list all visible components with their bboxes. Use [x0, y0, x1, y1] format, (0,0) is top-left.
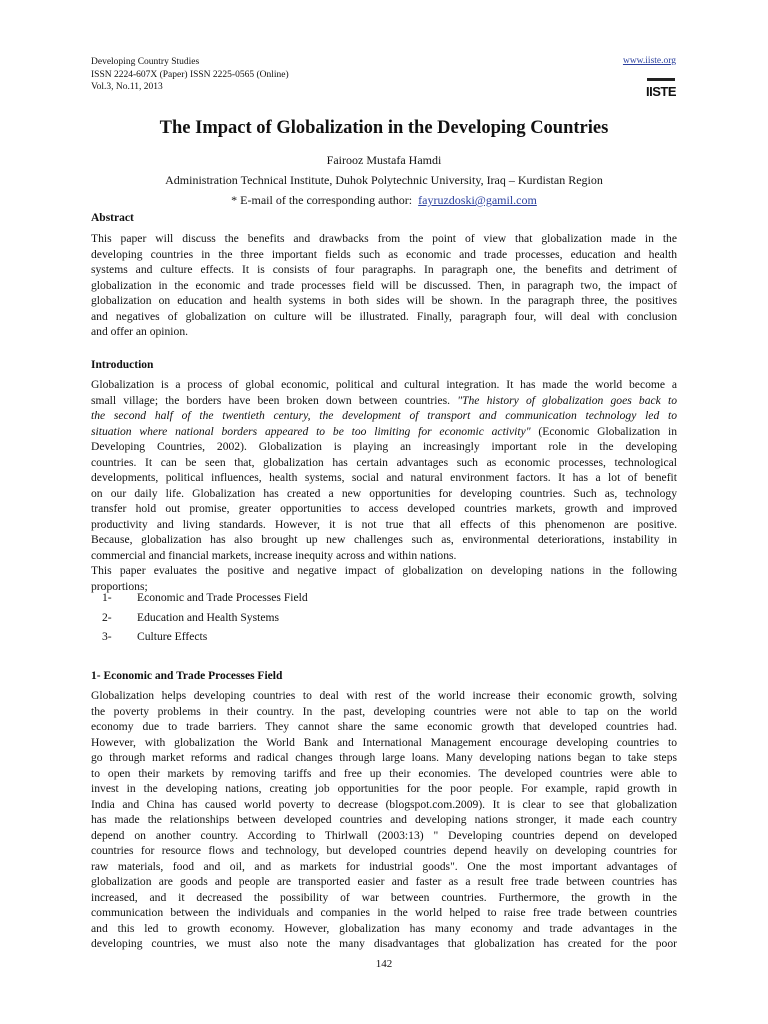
section1-line: raw materials, food and oil, and as markets for industrial goods". One the most important advantages of	[91, 859, 677, 873]
intro-line	[91, 393, 677, 409]
section1-line: countries for resource flows and technology, but developed countries depend heavily on developing countries for	[91, 844, 677, 857]
section1-line: developing countries, we must also note the many disadvantages that globalization has created for the poor	[91, 937, 677, 950]
section1-line: economy due to trade barriers. They cannot share the same economic growth that developed countries had.	[91, 720, 677, 733]
abstract-line: developing countries in the three important fields such as economic and trade processes, education and health	[91, 247, 677, 261]
section1-heading: 1- Economic and Trade Processes Field	[91, 670, 283, 682]
list-number: 3-	[102, 630, 112, 643]
intro-line	[91, 408, 677, 424]
intro-text: small village; the borders have been broken down between countries.	[91, 393, 458, 407]
list-number: 2-	[102, 610, 112, 624]
introduction-heading: Introduction	[91, 359, 154, 371]
intro-line: commercial and financial markets, increase inequity across and within nations.	[91, 548, 457, 562]
issn-line: ISSN 2224-607X (Paper) ISSN 2225-0565 (Online)	[91, 69, 289, 80]
section1-line: However, with globalization the World Bank and International Management encourage developing countries to	[91, 735, 677, 749]
section1-line: go through market reforms and radical changes through large loans. Many developing nations began to take steps	[91, 751, 677, 764]
list-text: Culture Effects	[137, 630, 208, 643]
intro-line: proportions;	[91, 579, 148, 593]
list-text: Education and Health Systems	[137, 610, 279, 624]
introduction-body	[91, 377, 677, 594]
journal-name: Developing Country Studies	[91, 57, 200, 67]
paper-title: The Impact of Globalization in the Developing Countries	[159, 118, 609, 138]
email-line	[0, 193, 768, 208]
svg-text:IISTE: IISTE	[646, 84, 676, 99]
list-item	[102, 588, 308, 608]
abstract-line: and negatives of globalization on culture will be illustrated. Finally, paragraph four, will deal with conclusion	[91, 309, 677, 323]
section1-line: the poverty problems in their country. In the past, developing countries were not able to tap on the world	[91, 704, 677, 718]
intro-line: transfer hold out promise, greater opportunities to access developed countries markets, growth and improved	[91, 502, 677, 515]
section1-line: increased, and it decreased the possibility of war between countries. Furthermore, the growth in the	[91, 890, 677, 904]
intro-line: Because, globalization has also brought up new challenges such as, environmental deteriorations, instability in	[91, 533, 677, 546]
intro-line: countries. It can be seen that, globalization has certain advantages such as economic processes, technological	[91, 455, 677, 469]
intro-line: Globalization is a process of global economic, political and cultural integration. It has made the world become a	[91, 378, 677, 391]
section1-body	[91, 688, 677, 952]
list-text: Economic and Trade Processes Field	[137, 591, 308, 604]
section1-line: globalization are goods and people are transported easier and faster as a result free trade between countries has	[91, 875, 677, 888]
section1-line: has made the relationships between developed countries and developing nations stronger, it made each country	[91, 813, 677, 826]
section1-line: Globalization helps developing countries to deal with rest of the world increase their economic growth, solving	[91, 689, 677, 702]
section1-line: to open their markets by removing tariffs and free up their economies. The developed countries were able to	[91, 766, 677, 780]
intro-quote: "The history of globalization goes back to	[457, 393, 677, 407]
email-label: * E-mail of the corresponding author:	[231, 193, 413, 207]
section1-line: depend on another country. According to Thirlwall (2003:13) " Developing countries depend on developed	[91, 828, 677, 842]
list-item	[102, 608, 308, 628]
intro-line: Developing Countries, 2002). Globalization is playing an increasingly important role in the developing	[91, 440, 677, 453]
abstract-line: systems and culture effects. It is consists of four paragraphs. In paragraph one, the benefits and detriment of	[91, 263, 677, 276]
page-number: 142	[375, 958, 393, 970]
section1-line: and this led to growth economy. However, globalization has many economy and trade advantages in the	[91, 921, 677, 935]
website-link[interactable]: www.iiste.org	[622, 56, 676, 66]
abstract-line: globalization in the economic and trade processes field will be discussed. Then, in paragraph two, the impact of	[91, 278, 677, 292]
list-item	[102, 627, 308, 647]
intro-line	[91, 424, 677, 440]
intro-citation: (Economic Globalization in	[530, 424, 677, 438]
abstract-line: and offer an opinion.	[91, 325, 189, 338]
intro-line: This paper evaluates the positive and negative impact of globalization on developing nations in the following	[91, 564, 677, 577]
section1-line: communication between the individuals and companies in the world helped to raise free trade between countries	[91, 906, 677, 919]
abstract-body	[91, 231, 677, 340]
field-list	[102, 588, 308, 647]
intro-line: developments, political influences, health systems, social and natural environment factors. It has a lot of benefit	[91, 471, 677, 484]
list-number: 1-	[102, 591, 112, 604]
affiliation: Administration Technical Institute, Duhok Polytechnic University, Iraq – Kurdistan Region	[165, 173, 603, 187]
journal-header	[91, 56, 289, 94]
intro-quote: situation where national borders appeared to be too limiting for economic activity"	[91, 424, 531, 438]
iiste-logo-icon	[646, 77, 676, 99]
email-link[interactable]: fayruzdoski@gamil.com	[418, 193, 537, 207]
intro-line: on our daily life. Globalization has created a new opportunities for developing countries. Such as, technology	[91, 486, 677, 500]
section1-line: India and China has caused world poverty to decrease (blogspot.com.2009). It is clear to see that globalization	[91, 797, 677, 811]
section1-line: invest in the developing nations, creating job opportunities for the poor people. For example, rapid growth in	[91, 782, 677, 795]
abstract-heading: Abstract	[91, 212, 134, 224]
abstract-line: globalization on education and health systems in both sides will be shown. In the paragraph three, the positives	[91, 294, 677, 307]
abstract-line: This paper will discuss the benefits and drawbacks from the point of view that globalization made in the	[91, 232, 677, 245]
intro-quote: the second half of the twentieth century, the development of transport and communication technology led to	[91, 409, 677, 422]
author-name: Fairooz Mustafa Hamdi	[326, 153, 442, 167]
intro-line: productivity and living standards. However, it is not true that all effects of this phenomenon are positive.	[91, 517, 677, 531]
volume-line: Vol.3, No.11, 2013	[91, 82, 163, 92]
